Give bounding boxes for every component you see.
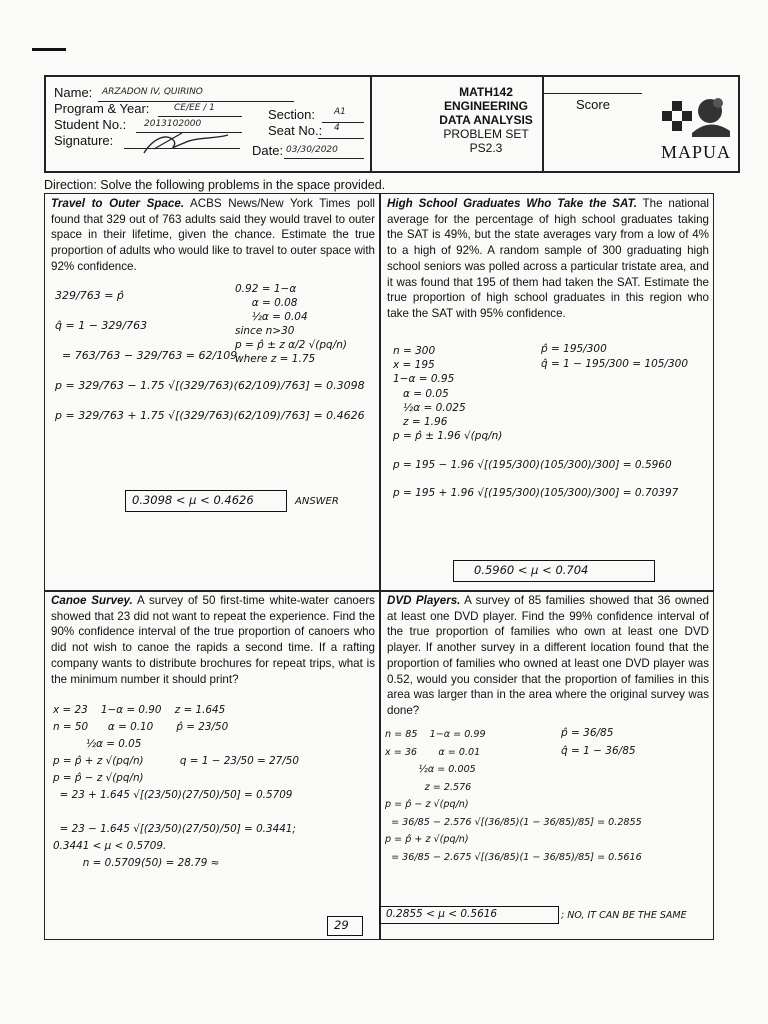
problem-4-work-main: n = 85 1−α = 0.99 x = 36 α = 0.01 ½α = 0.005 z = 2.576 p = p̂ − z √(pq/n) = 36/85 − 2.576 √[(36/85)(1 − 36/85)/85] = 0.2855 p = p̂ + z √(pq/n) = 36/85 − 2.675 √[(36/85)(1 − 36/85)/85] = 0.5616 [385,729,642,863]
section-underline [322,122,364,123]
problem-1-work-main: 329/763 = p̂ q̂ = 1 − 329/763 = 763/763 − 329/763 = 62/109 p = 329/763 − 1.75 √[(329/763)(62/109)/763] = 0.3098 p = 329/763 + 1.75 √[(329/763)(62/109)/763] = 0.4626 [55,289,365,422]
course-block [416,85,556,155]
problem-2-work-side: p̂ = 195/300 q̂ = 1 − 195/300 = 105/300 [541,343,689,370]
problem-2-text: The national average for the percentage of high school graduates taking the SAT is 49%, but the state averages vary from a low of 4% to a high of 92%. A random sample of 300 graduating high school seniors was polled across a particular tristate area, and it was found that 195 of them had taken the SAT. Estimate the true proportion of high school graduates in this region who take the SAT with 95% confidence. [387,197,709,320]
name-value: ARZADON IV, QUIRINO [102,87,203,97]
section-value: A1 [334,107,346,117]
problem-1-work-side: 0.92 = 1−α α = 0.08 ½α = 0.04 since n>30 p = p̂ ± z α/2 √(pq/n) where z = 1.75 [235,283,348,365]
problem-3-answer: 29 [334,918,349,932]
problem-1-answer: 0.3098 < μ < 0.4626 [132,493,254,507]
header-divider-2 [542,77,544,171]
mapua-logo [652,91,740,163]
grid-horizontal-divider [45,590,713,592]
header-box [44,75,740,173]
problem-4-text: A survey of 85 families showed that 36 owned at least one DVD player. Find the 99% confidence interval of the true proportion of families who own at least one DVD player. If another survey in a different location found that the proportion of families who owned at least one DVD player was 0.52, would you consider that the proportion of families in this area was larger than in the area where the original survey was done? [387,594,709,717]
date-underline [284,158,364,159]
problem-2-answer: 0.5960 < μ < 0.704 [474,563,589,577]
problem-4-answer-box [379,906,559,924]
problem-4-title: DVD Players. [387,594,461,607]
problem-1-answer-note: ANSWER [295,496,339,507]
program-label: Program & Year: [54,101,150,116]
problems-grid [44,193,714,940]
problem-4-work-side: p̂ = 36/85 q̂ = 1 − 36/85 [561,727,636,757]
course-name-line-1: ENGINEERING [443,99,528,113]
problem-3-text: A survey of 50 first-time white-water canoers showed that 23 did not want to repeat the experience. Find the 90% confidence interval of the true proportion of canoers who did not wish to canoe the rapids a second time. If a rafting company wants to distribute brochures for repeat trips, what is the minimum number it should print? [51,594,375,686]
problem-2-work-main: n = 300 x = 195 1−α = 0.95 α = 0.05 ½α = 0.025 z = 1.96 p = p̂ ± 1.96 √(pq/n) p = 195 − 1.96 √[(195/300)(105/300)/300] = 0.5960 p = 195 + 1.96 √[(195/300)(105/300)/300] = 0.70397 [393,345,679,500]
problem-3-statement [51,593,375,687]
problem-2-answer-box [453,560,655,582]
problem-1-statement [51,196,375,275]
problem-4-statement [387,593,709,719]
problem-2-statement [387,196,709,322]
problem-3-title: Canoe Survey. [51,594,133,607]
student-no-value: 2013102000 [144,119,202,129]
logo-text: MAPUA [660,142,731,162]
problem-set-number: PS2.3 [469,141,503,155]
signature-underline [124,148,240,149]
problem-1-answer-box [125,490,287,512]
problem-4-answer: 0.2855 < μ < 0.5616 [386,908,498,920]
course-code: MATH142 [459,85,513,99]
problem-set-label: PROBLEM SET [443,127,529,141]
student-no-label: Student No.: [54,117,127,132]
seat-value: 4 [334,123,340,133]
name-label: Name: [54,85,93,100]
date-label: Date: [252,143,284,158]
signature-scribble [124,129,244,157]
score-label: Score [576,97,610,112]
score-top-line [542,93,642,94]
direction-text: Direction: Solve the following problems in the space provided. [44,178,386,192]
program-value: CE/EE / 1 [174,103,215,113]
program-underline [158,116,242,117]
mapua-logo-icon [652,91,740,141]
section-label: Section: [268,107,315,122]
problem-4-answer-note: ; NO, IT CAN BE THE SAME [561,910,687,921]
header-divider-1 [370,77,372,171]
date-value: 03/30/2020 [286,145,338,155]
problem-1-title: Travel to Outer Space. [51,197,185,210]
signature-label: Signature: [54,133,114,148]
problem-2-title: High School Graduates Who Take the SAT. [387,197,637,210]
grid-vertical-divider [379,194,381,939]
course-name-line-2: DATA ANALYSIS [439,113,533,127]
seat-underline [318,138,364,139]
seat-label: Seat No.: [268,123,323,138]
problem-1-text: ACBS News/New York Times poll found that 329 out of 763 adults said they would travel to outer space in their lifetime, given the chance. Estimate the true proportion of adults who would like to travel to outer space with 92% confidence. [51,197,375,273]
problem-3-work: x = 23 1−α = 0.90 z = 1.645 n = 50 α = 0.10 p̂ = 23/50 ½α = 0.05 p = p̂ + z √(pq/n) q = 1 − 23/50 = 27/50 p = p̂ − z √(pq/n) = 23 + 1.645 √[(23/50)(27/50)/50] = 0.5709 = 23 − 1.645 √[(23/50)(27/50)/50] = 0.3441; 0.3441 < μ < 0.5709. n = 0.5709(50) = 28.79 ≈ [53,704,299,869]
margin-dash-mark [32,48,66,51]
problem-3-answer-box [327,916,363,936]
